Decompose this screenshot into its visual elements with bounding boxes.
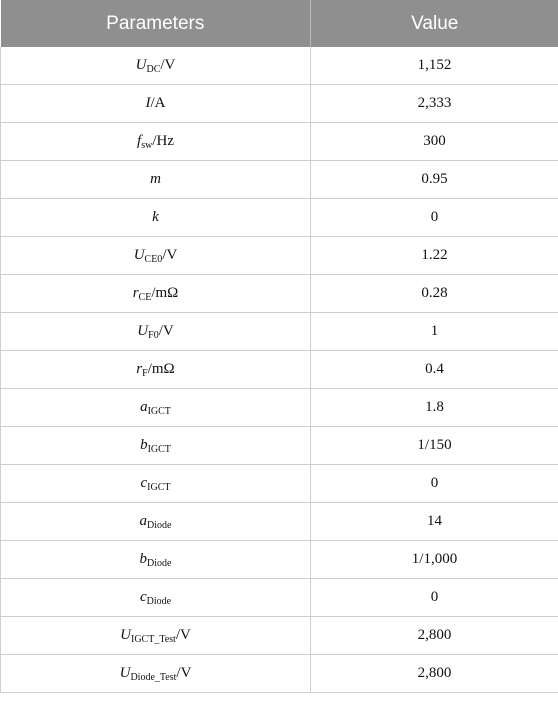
parameter-cell <box>1 541 311 579</box>
value-cell: 1/150 <box>311 427 558 465</box>
parameter-symbol: U <box>120 627 131 643</box>
parameter-symbol: c <box>139 589 147 605</box>
table-row <box>1 351 558 389</box>
parameter-cell <box>1 199 311 237</box>
parameter-subscript: IGCT_Test <box>130 634 176 645</box>
value-cell: 0 <box>311 579 558 617</box>
parameter-unit: /mΩ <box>151 285 179 301</box>
parameter-subscript: IGCT <box>147 482 171 493</box>
parameter-cell <box>1 123 311 161</box>
parameter-cell <box>1 275 311 313</box>
table-row <box>1 275 558 313</box>
parameter-unit: /V <box>176 665 192 681</box>
value-cell: 2,800 <box>311 655 558 693</box>
parameter-symbol: r <box>136 361 143 377</box>
parameter-cell <box>1 161 311 199</box>
parameter-cell <box>1 465 311 503</box>
parameter-unit: /V <box>162 247 178 263</box>
parameter-subscript: IGCT <box>147 444 171 455</box>
table-row <box>1 123 558 161</box>
parameter-cell <box>1 503 311 541</box>
table-row <box>1 503 558 541</box>
parameter-subscript: Diode <box>146 596 172 607</box>
parameter-symbol: r <box>132 285 139 301</box>
parameter-subscript: F <box>142 368 148 379</box>
value-cell: 14 <box>311 503 558 541</box>
parameter-symbol: f <box>137 133 142 149</box>
parameter-symbol: b <box>140 437 148 453</box>
header-row <box>1 0 558 47</box>
parameter-unit: /V <box>160 57 176 73</box>
table-header <box>1 0 558 47</box>
parameter-subscript: DC <box>146 64 161 75</box>
table-row <box>1 85 558 123</box>
parameter-subscript: Diode <box>147 558 172 569</box>
parameter-symbol: c <box>140 475 148 491</box>
header-value: Value <box>311 0 558 47</box>
parameter-unit: /mΩ <box>147 361 175 377</box>
parameter-subscript: CE0 <box>144 254 163 265</box>
parameter-subscript: Diode_Test <box>130 672 177 683</box>
table-row <box>1 199 558 237</box>
parameter-cell <box>1 579 311 617</box>
parameter-cell <box>1 389 311 427</box>
parameter-cell <box>1 351 311 389</box>
parameter-subscript: CE <box>138 292 152 303</box>
value-cell: 1/1,000 <box>311 541 558 579</box>
value-cell: 1.22 <box>311 237 558 275</box>
parameter-subscript: sw <box>141 140 153 151</box>
parameter-cell <box>1 237 311 275</box>
parameter-unit: /V <box>158 323 174 339</box>
parameter-symbol: U <box>137 323 149 339</box>
value-cell: 0 <box>311 465 558 503</box>
parameter-symbol: U <box>133 247 145 263</box>
parameter-symbol: a <box>139 513 148 529</box>
parameter-unit: I/A <box>145 95 166 111</box>
value-cell: 2,800 <box>311 617 558 655</box>
parameter-cell <box>1 85 311 123</box>
parameter-subscript: IGCT <box>147 406 171 417</box>
value-cell: 1,152 <box>311 47 558 85</box>
parameter-subscript: F0 <box>148 330 159 341</box>
parameter-cell <box>1 427 311 465</box>
parameter-symbol: U <box>135 57 147 73</box>
value-cell: 300 <box>311 123 558 161</box>
parameter-unit: /Hz <box>152 133 174 149</box>
parameter-unit: /V <box>175 627 191 643</box>
table-body <box>1 47 558 693</box>
parameter-symbol: k <box>152 209 159 225</box>
table-row <box>1 313 558 351</box>
parameter-symbol: a <box>140 399 148 415</box>
table-row <box>1 465 558 503</box>
header-parameters: Parameters <box>1 0 311 47</box>
table-row <box>1 237 558 275</box>
parameter-cell <box>1 313 311 351</box>
parameter-subscript: Diode <box>147 520 172 531</box>
parameter-symbol: b <box>139 551 148 567</box>
value-cell: 0.4 <box>311 351 558 389</box>
table-row <box>1 579 558 617</box>
parameter-cell <box>1 47 311 85</box>
value-cell: 2,333 <box>311 85 558 123</box>
parameter-cell <box>1 655 311 693</box>
table-row <box>1 617 558 655</box>
table-row <box>1 161 558 199</box>
table-row <box>1 655 558 693</box>
table-row <box>1 427 558 465</box>
value-cell: 1.8 <box>311 389 558 427</box>
table-row <box>1 47 558 85</box>
parameter-symbol: U <box>119 665 131 681</box>
table-row <box>1 541 558 579</box>
value-cell: 0 <box>311 199 558 237</box>
parameter-symbol: m <box>150 171 161 187</box>
table-row <box>1 389 558 427</box>
value-cell: 0.28 <box>311 275 558 313</box>
value-cell: 0.95 <box>311 161 558 199</box>
parameter-cell <box>1 617 311 655</box>
value-cell: 1 <box>311 313 558 351</box>
